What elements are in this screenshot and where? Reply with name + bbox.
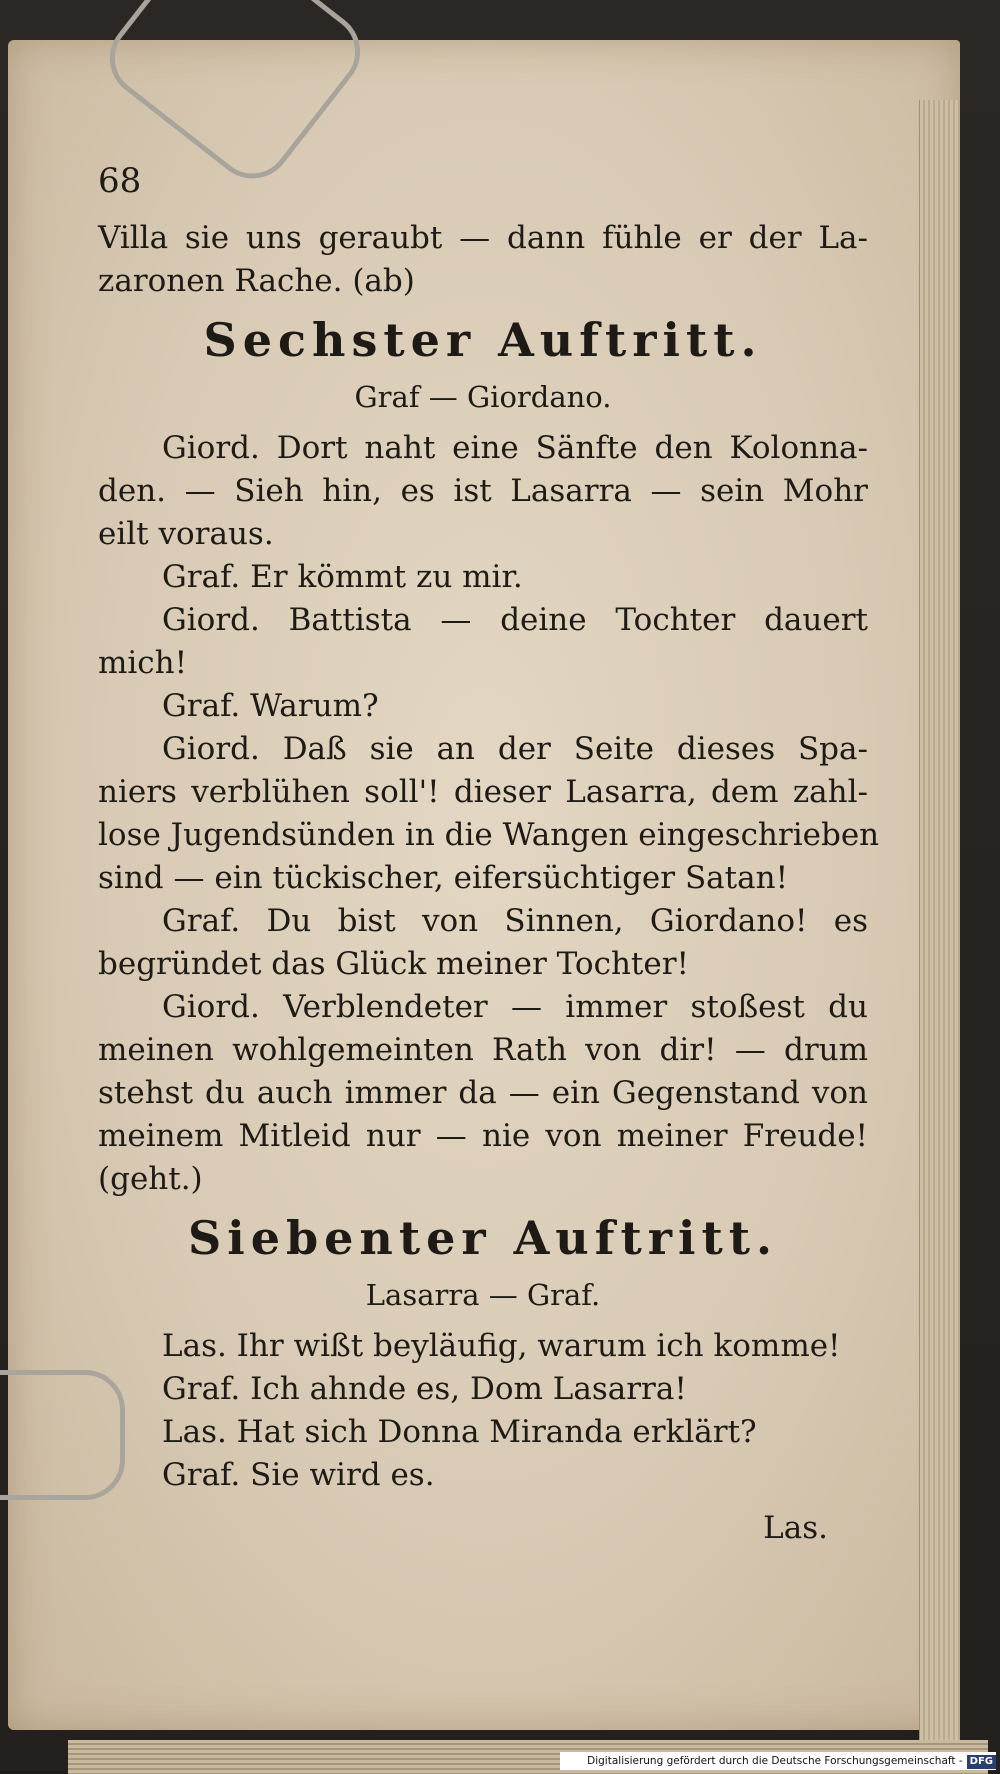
dialogue-line: Giord. Battista — deine Tochter dauert [162,602,868,638]
page-number: 68 [98,161,142,201]
dialogue-line: Las. Ihr wißt beyläufig, warum ich komme! [162,1328,841,1364]
dialogue-line: Las. Hat sich Donna Miranda erklärt? [162,1414,757,1450]
dialogue-line: niers verblühen soll'! dieser Lasarra, dem zahl- [98,774,868,810]
scene-6-dialogue [98,427,880,1201]
dialogue-line: Giord. Verblendeter — immer stoßest du [162,989,868,1025]
dialogue-line: begründet das Glück meiner Tochter! [98,946,689,982]
dialogue-line: sind — ein tückischer, eifersüchtiger Satan! [98,860,789,896]
digitization-credit [560,1752,996,1770]
scene-7-dialogue [98,1325,868,1497]
page-text [98,160,880,1550]
dialogue-line: eilt voraus. [98,516,274,552]
dialogue-line: mich! [98,645,188,681]
dialogue-line: Graf. Du bist von Sinnen, Giordano! es [162,903,868,939]
text-line: Villa sie uns geraubt — dann fühle er der La- [98,220,868,256]
dialogue-line: Graf. Warum? [162,688,379,724]
dialogue-line: Giord. Dort naht eine Sänfte den Kolonna- [162,430,868,466]
dialogue-line: stehst du auch immer da — ein Gegenstand von [98,1075,868,1111]
credit-text: Digitalisierung gefördert durch die Deutsche Forschungsgemeinschaft - [587,1755,963,1767]
dialogue-line: Graf. Ich ahnde es, Dom Lasarra! [162,1371,687,1407]
scene-heading-7: Siebenter Auftritt. [188,1211,778,1265]
dialogue-line: meinen wohlgemeinten Rath von dir! — drum [98,1032,868,1068]
opening-lines [98,217,868,303]
dialogue-line: Giord. Daß sie an der Seite dieses Spa- [162,731,868,767]
page-edges-right [919,100,960,1760]
text-line: zaronen Rache. (ab) [98,263,415,299]
catchword: Las. [763,1510,828,1546]
cast-list-6: Graf — Giordano. [354,380,612,414]
dialogue-line: Graf. Er kömmt zu mir. [162,559,523,595]
dialogue-line: den. — Sieh hin, es ist Lasarra — sein Mohr [98,473,868,509]
dfg-logo: DFG [967,1755,996,1769]
dialogue-line: meinem Mitleid nur — nie von meiner Freude! [98,1118,868,1154]
book-page [8,40,960,1730]
paperclip-left [0,1370,125,1500]
dialogue-line: (geht.) [98,1161,203,1197]
dialogue-line: lose Jugendsünden in die Wangen eingeschrieben [98,817,880,853]
cast-list-7: Lasarra — Graf. [365,1278,601,1312]
dialogue-line: Graf. Sie wird es. [162,1457,435,1493]
scene-heading-6: Sechster Auftritt. [203,313,763,367]
